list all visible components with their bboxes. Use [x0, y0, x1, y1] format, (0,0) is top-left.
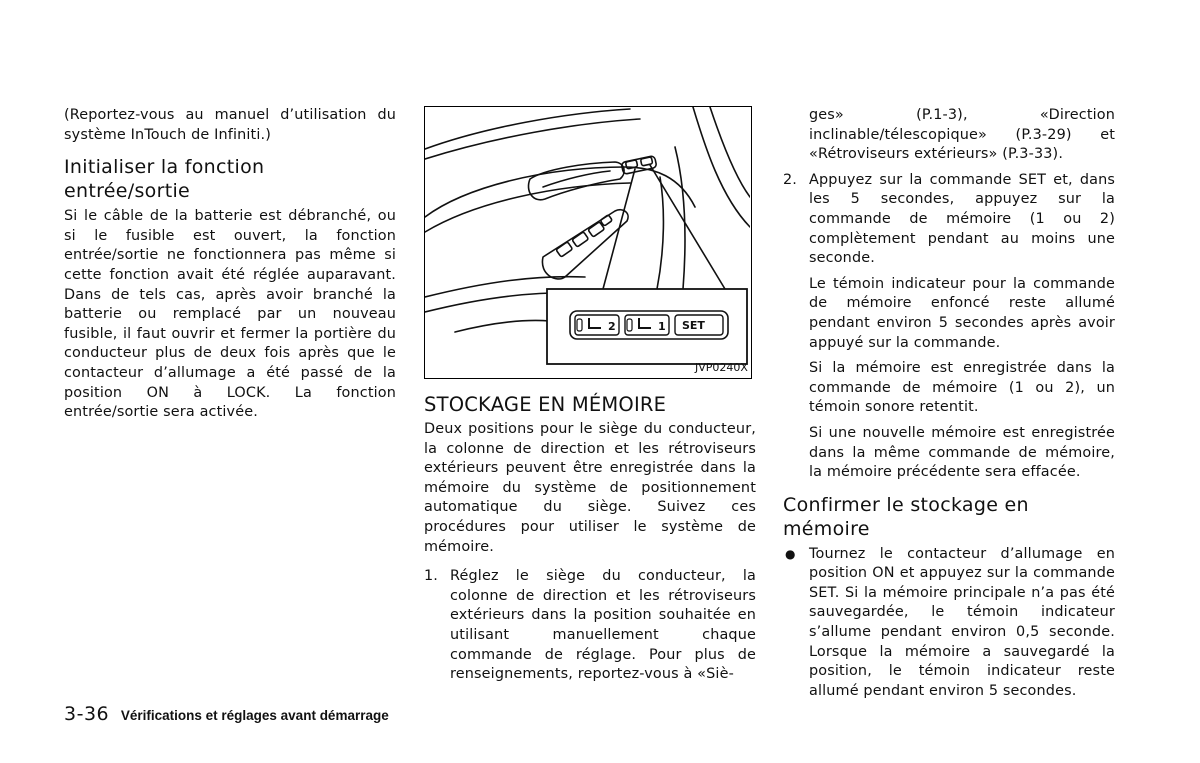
set-button-label: SET [682, 319, 705, 332]
step-1-continued: ges» (P.1-3), «Direction inclinable/télescopique» (P.3-29) et «Rétroviseurs extérieurs» (P.3-33). [809, 107, 1115, 163]
confirm-bullet [783, 545, 1115, 702]
section-heading-confirm-storage: Confirmer le stockage en mémoire [783, 493, 1029, 540]
step-2-number: 2. [783, 171, 798, 188]
intro-text: (Reportez-vous au manuel d’utilisation du système InTouch de Infiniti.) [64, 107, 396, 143]
footer-section-title: Vérifications et réglages avant démarrage [120, 708, 389, 723]
door-switch-illustration [424, 106, 752, 379]
step-2-note-1: Le témoin indicateur pour la commande de mémoire enfoncé reste allumé pendant environ 5 secondes après avoir appuyé sur la commande. [809, 275, 1115, 351]
memory-storage-paragraph: Deux positions pour le siège du conducteur, la colonne de direction et les rétroviseurs extérieurs peuvent être enregistrée dans la mémoire du système de positionnement automatique du siège. Suivez ces procédures pour utiliser le système de mémoire. [424, 421, 756, 555]
page-footer [64, 702, 389, 728]
step-2 [783, 171, 1115, 269]
step-1 [424, 567, 756, 685]
section-heading-entry-exit: Initialiser la fonction entrée/sortie [64, 156, 265, 203]
memory-button-1-label: 1 [658, 320, 666, 333]
left-column [64, 106, 396, 427]
middle-column [424, 393, 756, 689]
step-1-text: Réglez le siège du conducteur, la colonne de direction et les rétroviseurs extérieurs dans la position souhaitée en utilisant manuellement chaque commande de réglage. Pour plus de renseignements, reportez-vous à «Siè- [450, 568, 756, 683]
step-2-note-3: Si une nouvelle mémoire est enregistrée dans la même commande de mémoire, la mémoire précédente sera effacée. [809, 424, 1115, 481]
step-1-number: 1. [424, 568, 439, 585]
entry-exit-paragraph: Si le câble de la batterie est débranché, ou si le fusible est ouvert, la fonction entrée/sortie ne fonctionnera pas même si cette fonction avait été réglée auparavant. Dans de tels cas, après avoir branché la batterie ou remplacé par un nouveau fusible, il faut ouvrir et fermer la portière du conducteur plus de deux fois après que le contacteur d’allumage a été passé de la position ON à LOCK. La fonction entrée/sortie sera activée. [64, 208, 396, 421]
figure-code: JVP0240X [695, 361, 748, 374]
section-heading-memory-storage: STOCKAGE EN MÉMOIRE [424, 393, 667, 416]
step-2-text: Appuyez sur la commande SET et, dans les 5 secondes, appuyez sur la commande de mémoire (1 ou 2) complètement pendant au moins une seconde. [809, 171, 1115, 267]
confirm-bullet-text: Tournez le contacteur d’allumage en position ON et appuyez sur la commande SET. Si la mémoire principale n’a pas été sauvegardée, le témoin indicateur s’allume pendant environ 0,5 seconde. Lorsque la mémoire a sauvegardé la position, le témoin indicateur reste allumé pendant environ 5 secondes. [809, 545, 1115, 699]
page-number: 3-36 [64, 703, 110, 725]
step-2-note-2: Si la mémoire est enregistrée dans la commande de mémoire (1 ou 2), un témoin sonore retentit. [809, 360, 1115, 416]
door-panel-drawing [425, 107, 750, 377]
right-column [783, 106, 1115, 705]
bullet-dot: ● [785, 546, 796, 561]
memory-button-2-label: 2 [608, 320, 616, 333]
